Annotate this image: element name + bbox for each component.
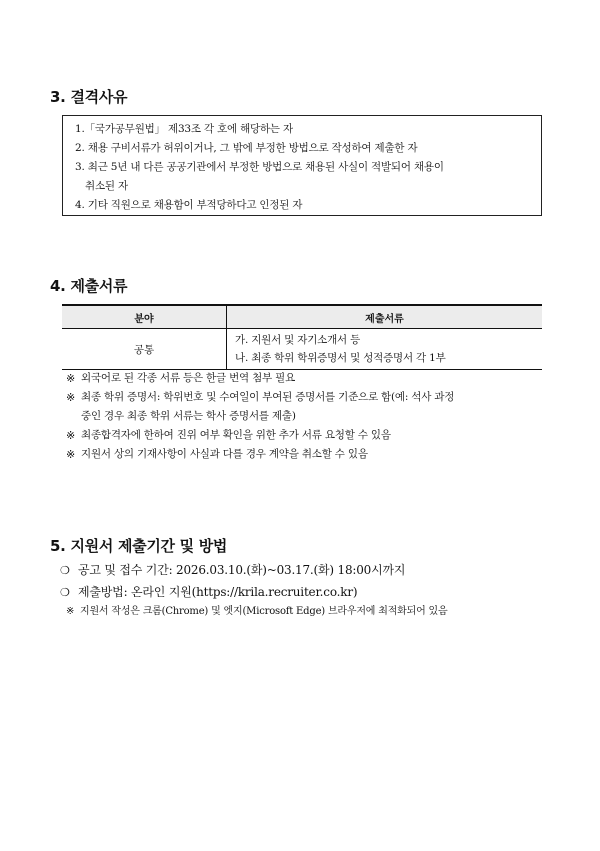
column-header-documents: 제출서류 bbox=[227, 305, 543, 329]
section-5-heading: 5. 지원서 제출기간 및 방법 bbox=[50, 537, 228, 555]
submission-method-text: 제출방법: 온라인 지원(https://krila.recruiter.co.kr) bbox=[78, 585, 358, 599]
documents-table bbox=[62, 304, 542, 370]
application-period-text: 공고 및 접수 기간: 2026.03.10.(화)~03.17.(화) 18:00시까지 bbox=[78, 563, 406, 577]
document-item: 나. 최종 학위 학위증명서 및 성적증명서 각 1부 bbox=[235, 352, 446, 364]
application-period-item bbox=[60, 561, 405, 578]
note-item bbox=[66, 445, 454, 464]
documents-notes bbox=[66, 369, 454, 464]
hollow-circle-bullet-icon: ❍ bbox=[60, 564, 70, 577]
note-text-continued: 중인 경우 최종 학위 서류는 학사 증명서를 제출) bbox=[81, 410, 296, 422]
disqualification-box bbox=[62, 115, 542, 216]
note-text: 외국어로 된 각종 서류 등은 한글 번역 첨부 필요 bbox=[81, 372, 296, 384]
note-text: 최종 학위 증명서: 학위번호 및 수여일이 부여된 증명서를 기준으로 함(예: 석사 과정 bbox=[81, 391, 455, 403]
section-4-heading: 4. 제출서류 bbox=[50, 277, 128, 295]
disqualification-item: 4. 기타 직원으로 채용함이 부적당하다고 인정된 자 bbox=[75, 199, 303, 211]
browser-note bbox=[66, 602, 447, 617]
disqualification-item: 3. 최근 5년 내 다른 공공기관에서 부정한 방법으로 채용된 사실이 적발되어 채용이 bbox=[75, 161, 444, 173]
column-header-field: 분야 bbox=[62, 305, 227, 329]
section-3-heading: 3. 결격사유 bbox=[50, 88, 128, 106]
note-item bbox=[66, 388, 454, 426]
reference-mark-icon: ※ bbox=[66, 429, 76, 442]
browser-note-text: 지원서 작성은 크롬(Chrome) 및 엣지(Microsoft Edge) 브라우저에 최적화되어 있음 bbox=[80, 606, 448, 617]
submission-method-item bbox=[60, 583, 357, 600]
reference-mark-icon: ※ bbox=[66, 448, 76, 461]
note-text: 최종합격자에 한하여 진위 여부 확인을 위한 추가 서류 요청할 수 있음 bbox=[81, 429, 391, 441]
note-text: 지원서 상의 기재사항이 사실과 다를 경우 계약을 취소할 수 있음 bbox=[81, 448, 368, 460]
document-item: 가. 지원서 및 자기소개서 등 bbox=[235, 334, 361, 346]
table-header-row bbox=[62, 305, 542, 329]
reference-mark-icon: ※ bbox=[66, 372, 76, 385]
hollow-circle-bullet-icon: ❍ bbox=[60, 586, 70, 599]
field-cell: 공통 bbox=[62, 329, 227, 370]
documents-cell bbox=[227, 329, 543, 370]
disqualification-item-continued: 취소된 자 bbox=[85, 180, 128, 192]
reference-mark-icon: ※ bbox=[66, 391, 76, 404]
table-row bbox=[62, 329, 542, 370]
disqualification-item: 1.「국가공무원법」 제33조 각 호에 해당하는 자 bbox=[75, 123, 293, 135]
note-item bbox=[66, 426, 454, 445]
disqualification-item: 2. 채용 구비서류가 허위이거나, 그 밖에 부정한 방법으로 작성하여 제출한 자 bbox=[75, 142, 418, 154]
note-item bbox=[66, 369, 454, 388]
reference-mark-icon: ※ bbox=[66, 606, 75, 617]
